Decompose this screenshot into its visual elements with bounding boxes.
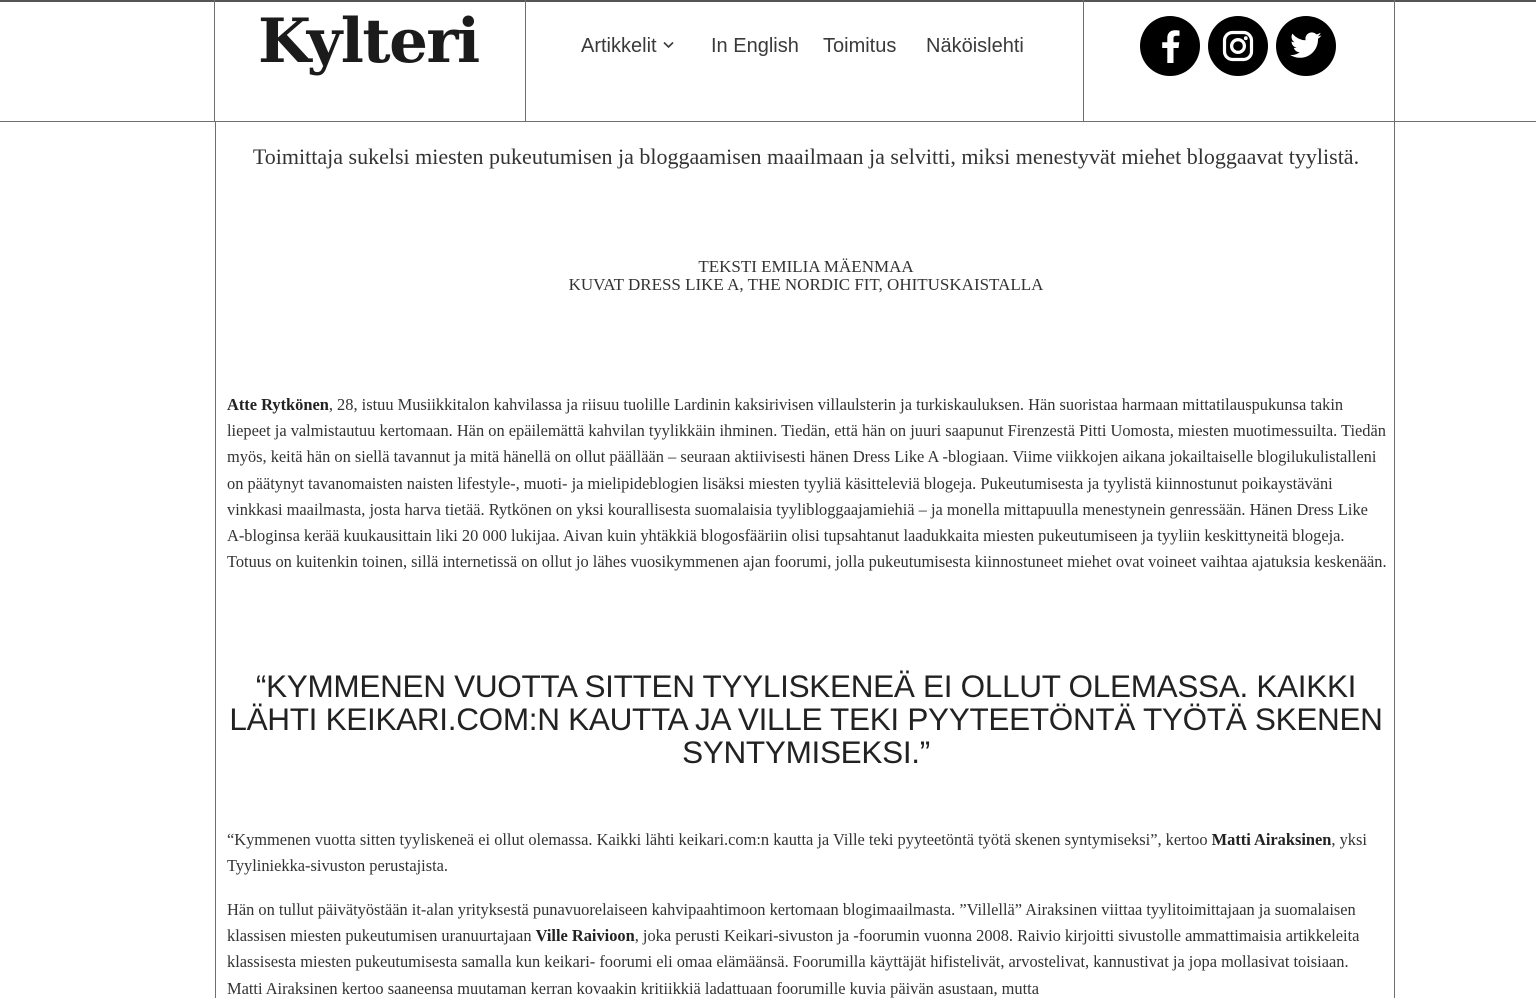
chevron-down-icon[interactable] [663,37,674,52]
person-name: Atte Rytkönen [227,395,329,414]
site-logo[interactable]: Kylteri [258,6,479,77]
twitter-icon[interactable] [1276,16,1336,76]
header-divider [1083,0,1084,122]
article-column [215,122,1395,998]
nav-item-label[interactable]: Artikkelit [581,34,657,57]
header-divider [525,0,526,122]
nav-item-nakoislehti[interactable] [926,32,1024,60]
article-paragraph-2 [227,827,1387,879]
nav-item-label[interactable]: Toimitus [823,34,897,57]
paragraph-text: , yksi Tyyliniekka-sivuston perustajista. [227,830,1367,876]
header-divider [1394,0,1395,122]
article-paragraph-1 [227,392,1387,575]
site-header [0,0,1536,122]
header-divider [214,0,215,122]
credit-text-line: TEKSTI EMILIA MÄENMAA [698,257,914,276]
nav-item-artikkelit[interactable] [581,32,674,60]
article-lead: Toimittaja sukelsi miesten pukeutumisen ja bloggaamisen maailmaan ja selvitti, miksi menestyvät miehet bloggaavat tyylistä. [252,144,1360,169]
person-name: Ville Raivioon [535,926,635,946]
nav-item-toimitus[interactable] [823,32,896,60]
paragraph-text: , 28, istuu Musiikkitalon kahvilassa ja riisuu tuolille Lardinin kaksirivisen villaulsterin ja turkiskauluksen. Hän suoristaa harmaan mittatilauspukunsa takin liepeet ja valmistautuu kertomaan. Hän on epäilemättä kahvilan tyylikkäin ihminen. Tiedän, että hän on juuri saapunut Firenzestä Pitti Uomosta, miesten muotimessuilta. Tiedän myös, keitä hän on siellä tavannut ja mitä hänellä on ollut päällään – seuraan aktiivisesti hänen Dress Like A -blogiaan. Viime viikkojen aikana jokailtaiselle blogilukulistalleni on päätynyt tavanomaisten naisten lifestyle-, muoti- ja mielipideblogien lisäksi miesten tyyliä käsitteleviä blogeja. Pukeutumisesta ja tyylistä kiinnostunut poikaystäväni vinkkasi maailmasta, josta harva tietää. Rytkönen on yksi kourallisesta suomalaisia tyylibloggaajamiehiä – ja monella mittapuulla menestynein genressään. Hänen Dress Like A-bloginsa kerää kuukausittain liki 20 000 lukijaa. Aivan kuin yhtäkkiä blogosfääriin olisi tupsahtanut laadukkaita miesten pukeutumiseen ja tyyliin keskittyneitä blogeja. Totuus on kuitenkin toinen, sillä internetissä on ollut jo lähes vuosikymmenen ajan foorumi, jolla pukeutumisesta kiinnostuneet miehet ovat voineet vaihtaa ajatuksia keskenään. [227,395,1387,572]
paragraph-text: “Kymmenen vuotta sitten tyyliskeneä ei ollut olemassa. Kaikki lähti keikari.com:n kautta ja Ville teki pyyteetöntä työtä skenen syntymiseksi”, kertoo [227,830,1212,849]
nav-item-label[interactable]: Näköislehti [926,34,1024,57]
instagram-icon[interactable] [1208,16,1268,76]
nav-item-label[interactable]: In English [711,34,799,57]
facebook-icon[interactable] [1140,16,1200,76]
article-paragraph-3 [227,897,1387,998]
credit-photo-line: KUVAT DRESS LIKE A, THE NORDIC FIT, OHITUSKAISTALLA [568,275,1044,294]
person-name: Matti Airaksinen [1211,830,1332,849]
paragraph-text: , joka perusti Keikari-sivuston ja -foorumin vuonna 2008. Raivio kirjoitti sivustolle ammattimaisia artikkeleita klassisesta miesten pukeutumisesta samalla kun keikari- foorumi eli omaa elämäänsä. Foorumilla käyttäjät hifistelivät, arvostelivat, kannustivat ja jopa mollasivat toisiaan. Matti Airaksinen kertoo saaneensa muutaman kerran kovaakin kritiikkiä ladattuaan foorumille kuvia päivän asustaan, mutta [227,926,1360,998]
nav-item-in-english[interactable] [711,32,799,60]
paragraph-text: Hän on tullut päivätyöstään it-alan yrityksestä punavuorelaiseen kahvipaahtimoon kertomaan blogimaailmasta. ”Villellä” Airaksinen viittaa tyylitoimittajaan ja suomalaisen klassisen miesten pukeutumisen uranuurtajaan [227,900,1356,946]
pull-quote: “KYMMENEN VUOTTA SITTEN TYYLISKENEÄ EI OLLUT OLEMASSA. KAIKKI LÄHTI KEIKARI.COM:N KAUTTA JA VILLE TEKI PYYTEETÖNTÄ TYÖTÄ SKENEN SYNTYMISEKSI.” [229,668,1383,770]
article-credits [236,258,1376,294]
